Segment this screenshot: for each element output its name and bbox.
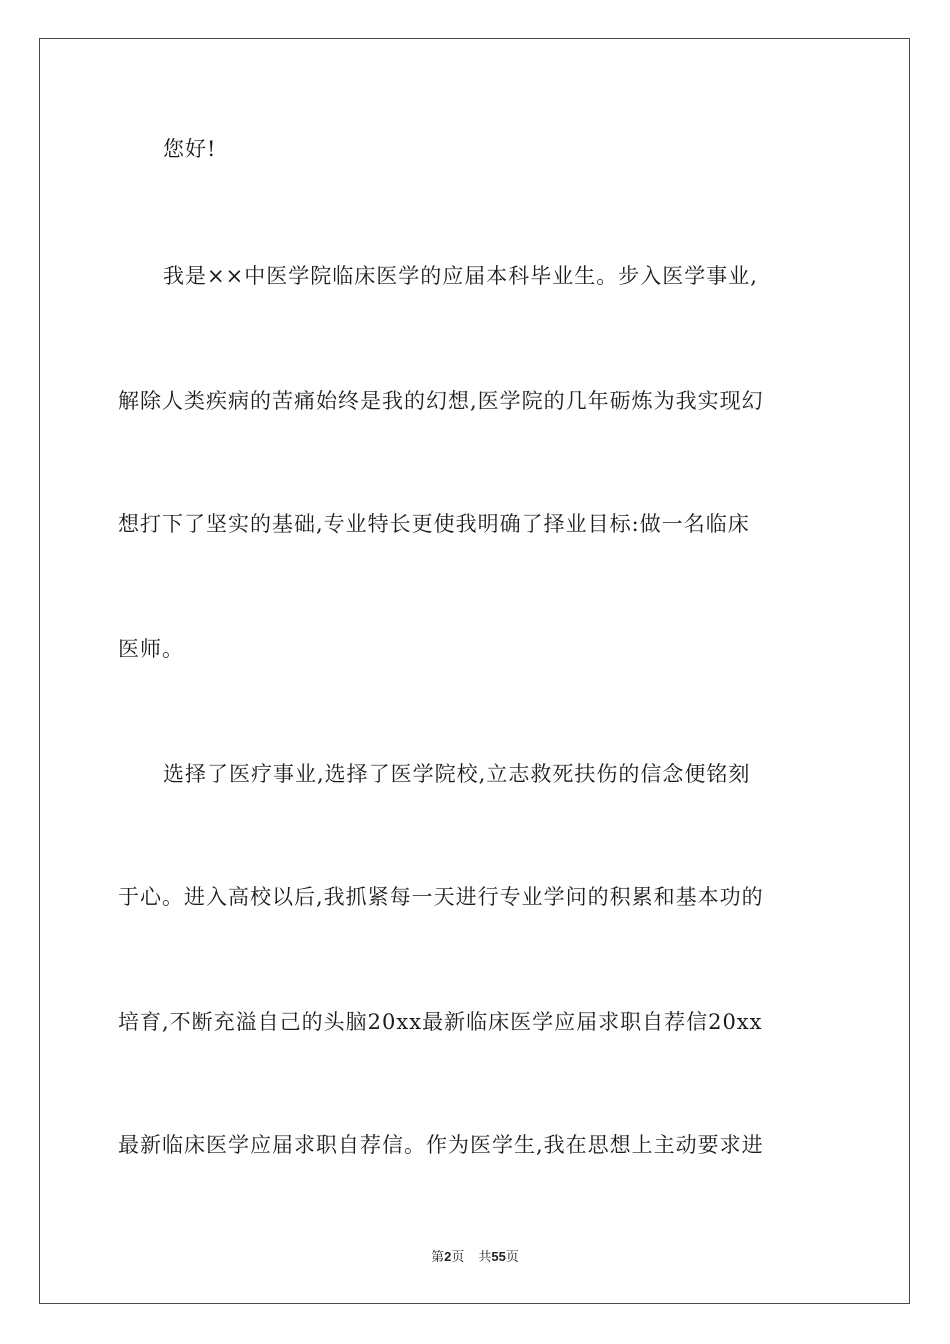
paragraph-2-line-4: 最新临床医学应届求职自荐信。作为医学生,我在思想上主动要求进: [118, 1133, 764, 1157]
page-suffix: 页: [451, 1250, 465, 1265]
paragraph-2-line-3: 培育,不断充溢自己的头脑20xx最新临床医学应届求职自荐信20xx: [118, 1010, 763, 1034]
paragraph-2-line-1: 选择了医疗事业,选择了医学院校,立志救死扶伤的信念便铭刻: [163, 762, 751, 786]
page-border: [39, 38, 910, 1304]
paragraph-1-line-2: 解除人类疾病的苦痛始终是我的幻想,医学院的几年砺炼为我实现幻: [118, 389, 764, 413]
paragraph-2-line-2: 于心。进入高校以后,我抓紧每一天进行专业学问的积累和基本功的: [118, 885, 764, 909]
paragraph-1-line-4: 医师。: [118, 637, 184, 661]
page-footer: [0, 1248, 950, 1267]
paragraph-1-line-3: 想打下了坚实的基础,专业特长更使我明确了择业目标:做一名临床: [118, 512, 750, 536]
paragraph-1-line-1: 我是××中医学院临床医学的应届本科毕业生。步入医学事业,: [163, 264, 758, 288]
total-suffix: 页: [505, 1250, 519, 1265]
greeting-line: 您好!: [163, 137, 217, 161]
total-prefix: 共: [478, 1250, 492, 1265]
total-pages: 55: [491, 1249, 506, 1264]
page-prefix: 第: [431, 1250, 445, 1265]
page-number: 2: [444, 1249, 452, 1264]
